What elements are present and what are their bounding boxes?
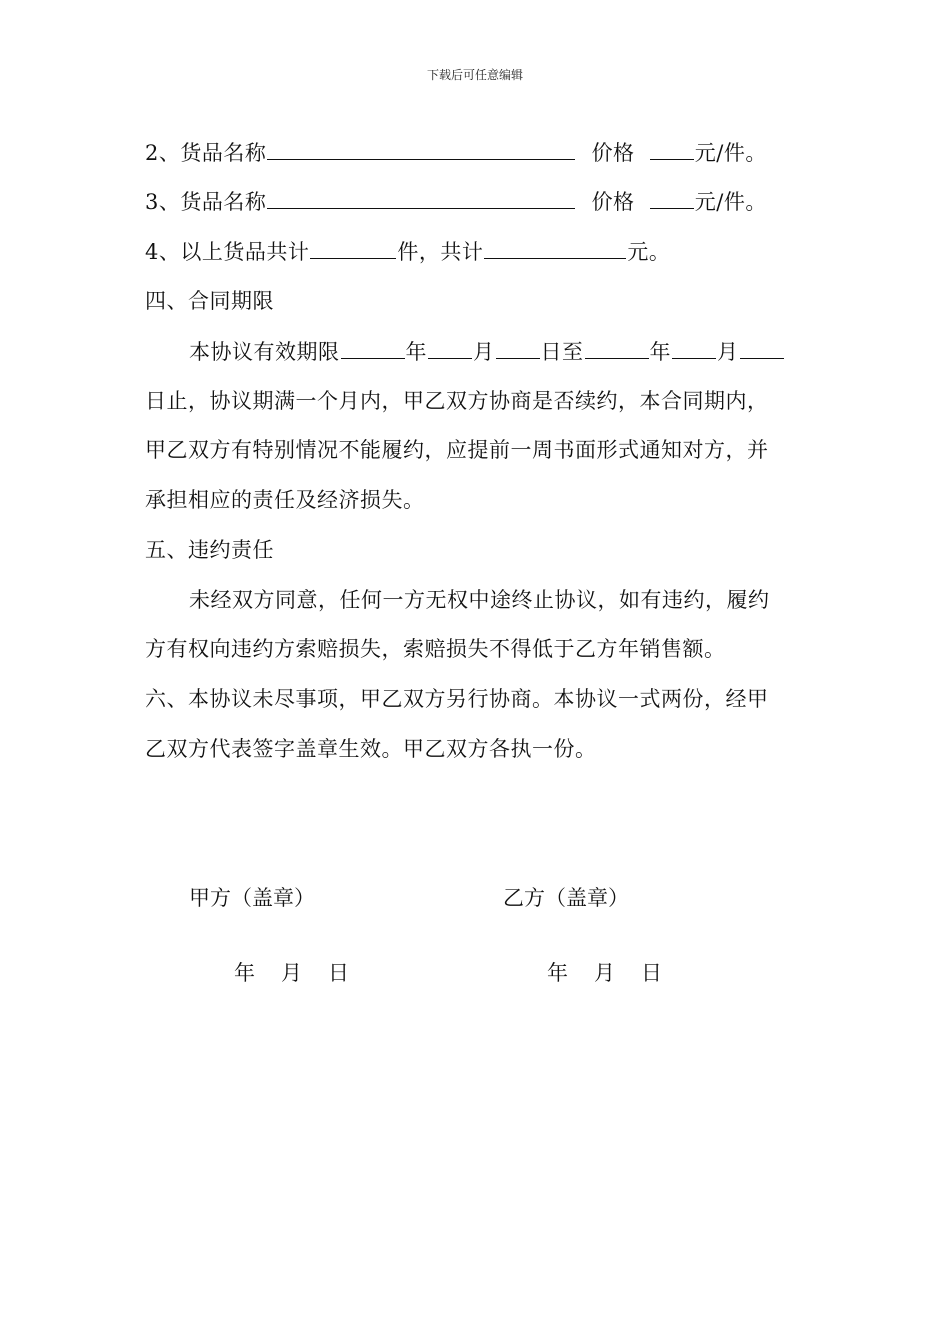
start-year-label: 年: [405, 340, 427, 364]
item-3-line: [145, 186, 767, 217]
section-5-line-1: 未经双方同意，任何一方无权中途终止协议，如有违约，履约: [189, 588, 770, 612]
item-3-price-label: 价格: [591, 190, 635, 214]
section-4-heading: 四、合同期限: [145, 289, 274, 313]
section-5-heading: 五、违约责任: [145, 538, 274, 562]
party-a-date: [234, 958, 349, 988]
end-month-label: 月: [717, 340, 739, 364]
item-2-price-label: 价格: [591, 141, 635, 165]
item-3-unit: 元/件。: [694, 190, 767, 214]
item-4-total-blank: [484, 236, 626, 259]
party-a-year-label: 年: [234, 961, 255, 985]
end-year-label: 年: [649, 340, 671, 364]
item-4-prefix: 4、以上货品共计: [145, 240, 310, 264]
item-4-line: [145, 236, 670, 267]
party-b-seal-label: 乙方（盖章）: [503, 886, 629, 910]
party-b-year-label: 年: [547, 961, 568, 985]
period-start-label: 本协议有效期限: [189, 340, 340, 364]
party-b-date: [547, 958, 662, 988]
end-month-blank: [672, 336, 716, 359]
end-day-blank: [740, 336, 784, 359]
item-2-name-blank: [267, 137, 575, 160]
section-4-period-line: [189, 336, 785, 367]
party-a-day-label: 日: [328, 961, 349, 985]
item-4-mid: 件，共计: [397, 240, 484, 264]
start-day-blank: [496, 336, 540, 359]
section-6-line-1: 六、本协议未尽事项，甲乙双方另行协商。本协议一式两份，经甲: [145, 687, 769, 711]
party-b-day-label: 日: [641, 961, 662, 985]
party-a-month-label: 月: [281, 961, 302, 985]
section-5-line-2: 方有权向违约方索赔损失，索赔损失不得低于乙方年销售额。: [145, 637, 726, 661]
item-4-count-blank: [310, 236, 396, 259]
party-a-seal-label: 甲方（盖章）: [189, 886, 315, 910]
item-2-prefix: 2、货品名称: [145, 141, 267, 165]
end-year-blank: [585, 336, 649, 359]
start-month-label: 月: [473, 340, 495, 364]
section-4-line-3: 甲乙双方有特别情况不能履约，应提前一周书面形式通知对方，并: [145, 438, 769, 462]
section-4-line-2: 日止，协议期满一个月内，甲乙双方协商是否续约，本合同期内，: [145, 389, 769, 413]
start-month-blank: [428, 336, 472, 359]
item-3-name-blank: [267, 186, 575, 209]
item-3-prefix: 3、货品名称: [145, 190, 267, 214]
start-year-blank: [341, 336, 405, 359]
header-note: 下载后可任意编辑: [426, 68, 523, 82]
item-3-price-blank: [650, 186, 694, 209]
item-2-line: [145, 137, 767, 168]
section-4-line-4: 承担相应的责任及经济损失。: [145, 488, 425, 512]
party-b-month-label: 月: [594, 961, 615, 985]
item-4-suffix: 元。: [627, 240, 671, 264]
item-2-price-blank: [650, 137, 694, 160]
start-day-to-label: 日至: [540, 340, 584, 364]
section-6-line-2: 乙双方代表签字盖章生效。甲乙双方各执一份。: [145, 737, 597, 761]
item-2-unit: 元/件。: [694, 141, 767, 165]
